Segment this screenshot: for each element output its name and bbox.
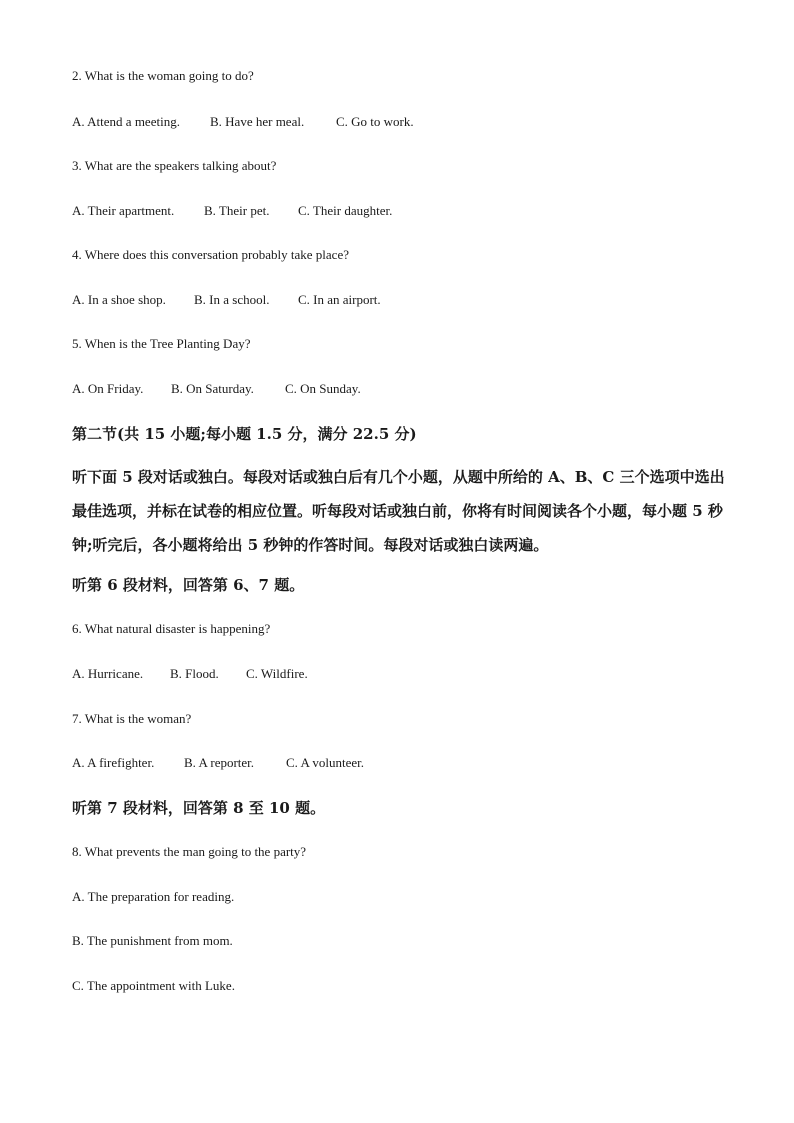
option-a: A. Their apartment. — [72, 203, 175, 218]
option-c: C. Wildfire. — [246, 666, 308, 681]
option-a: A. Hurricane. — [72, 666, 144, 681]
option-b: B. In a school. — [194, 292, 270, 307]
section-2-instructions: 听下面 5 段对话或独白。每段对话或独白后有几个小题，从题中所给的 A、B、C 三个选项中选出最佳选项，并标在试卷的相应位置。听每段对话或独白前，你将有时间阅读各个小题，每小题 5 秒钟;听完后，各小题将给出 5 秒钟的作答时间。每段对话或独白读两遍。 — [72, 468, 725, 554]
question-8-option-b: B. The punishment from mom. — [72, 933, 233, 948]
option-c: C. Go to work. — [336, 114, 414, 129]
option-a: A. In a shoe shop. — [72, 292, 166, 307]
option-a: A. On Friday. — [72, 381, 144, 396]
material-6-heading: 听第 6 段材料，回答第 6、7 题。 — [72, 576, 305, 594]
question-8-option-c: C. The appointment with Luke. — [72, 978, 235, 993]
question-2: 2. What is the woman going to do? — [72, 68, 254, 83]
question-7: 7. What is the woman? — [72, 711, 192, 726]
section-2-heading: 第二节(共 15 小题;每小题 1.5 分，满分 22.5 分) — [72, 425, 417, 443]
question-7-options — [72, 755, 364, 771]
option-c: C. A volunteer. — [286, 755, 364, 770]
question-3: 3. What are the speakers talking about? — [72, 158, 277, 173]
question-8-option-a: A. The preparation for reading. — [72, 889, 235, 904]
option-b: B. On Saturday. — [171, 381, 254, 396]
question-5: 5. When is the Tree Planting Day? — [72, 336, 251, 351]
option-c: C. On Sunday. — [285, 381, 361, 396]
option-b: B. Their pet. — [204, 203, 270, 218]
question-5-options — [72, 381, 361, 397]
question-4: 4. Where does this conversation probably take place? — [72, 247, 349, 262]
option-a: A. A firefighter. — [72, 755, 155, 770]
option-c: C. Their daughter. — [298, 203, 393, 218]
question-6-options — [72, 666, 308, 682]
question-2-options — [72, 114, 414, 130]
option-b: B. Flood. — [170, 666, 219, 681]
question-6: 6. What natural disaster is happening? — [72, 621, 271, 636]
question-3-options — [72, 203, 392, 219]
question-4-options — [72, 292, 381, 308]
option-b: B. A reporter. — [184, 755, 255, 770]
option-b: B. Have her meal. — [210, 114, 305, 129]
material-7-heading: 听第 7 段材料，回答第 8 至 10 题。 — [72, 799, 326, 817]
option-a: A. Attend a meeting. — [72, 114, 180, 129]
option-c: C. In an airport. — [298, 292, 381, 307]
question-8: 8. What prevents the man going to the party? — [72, 844, 307, 859]
